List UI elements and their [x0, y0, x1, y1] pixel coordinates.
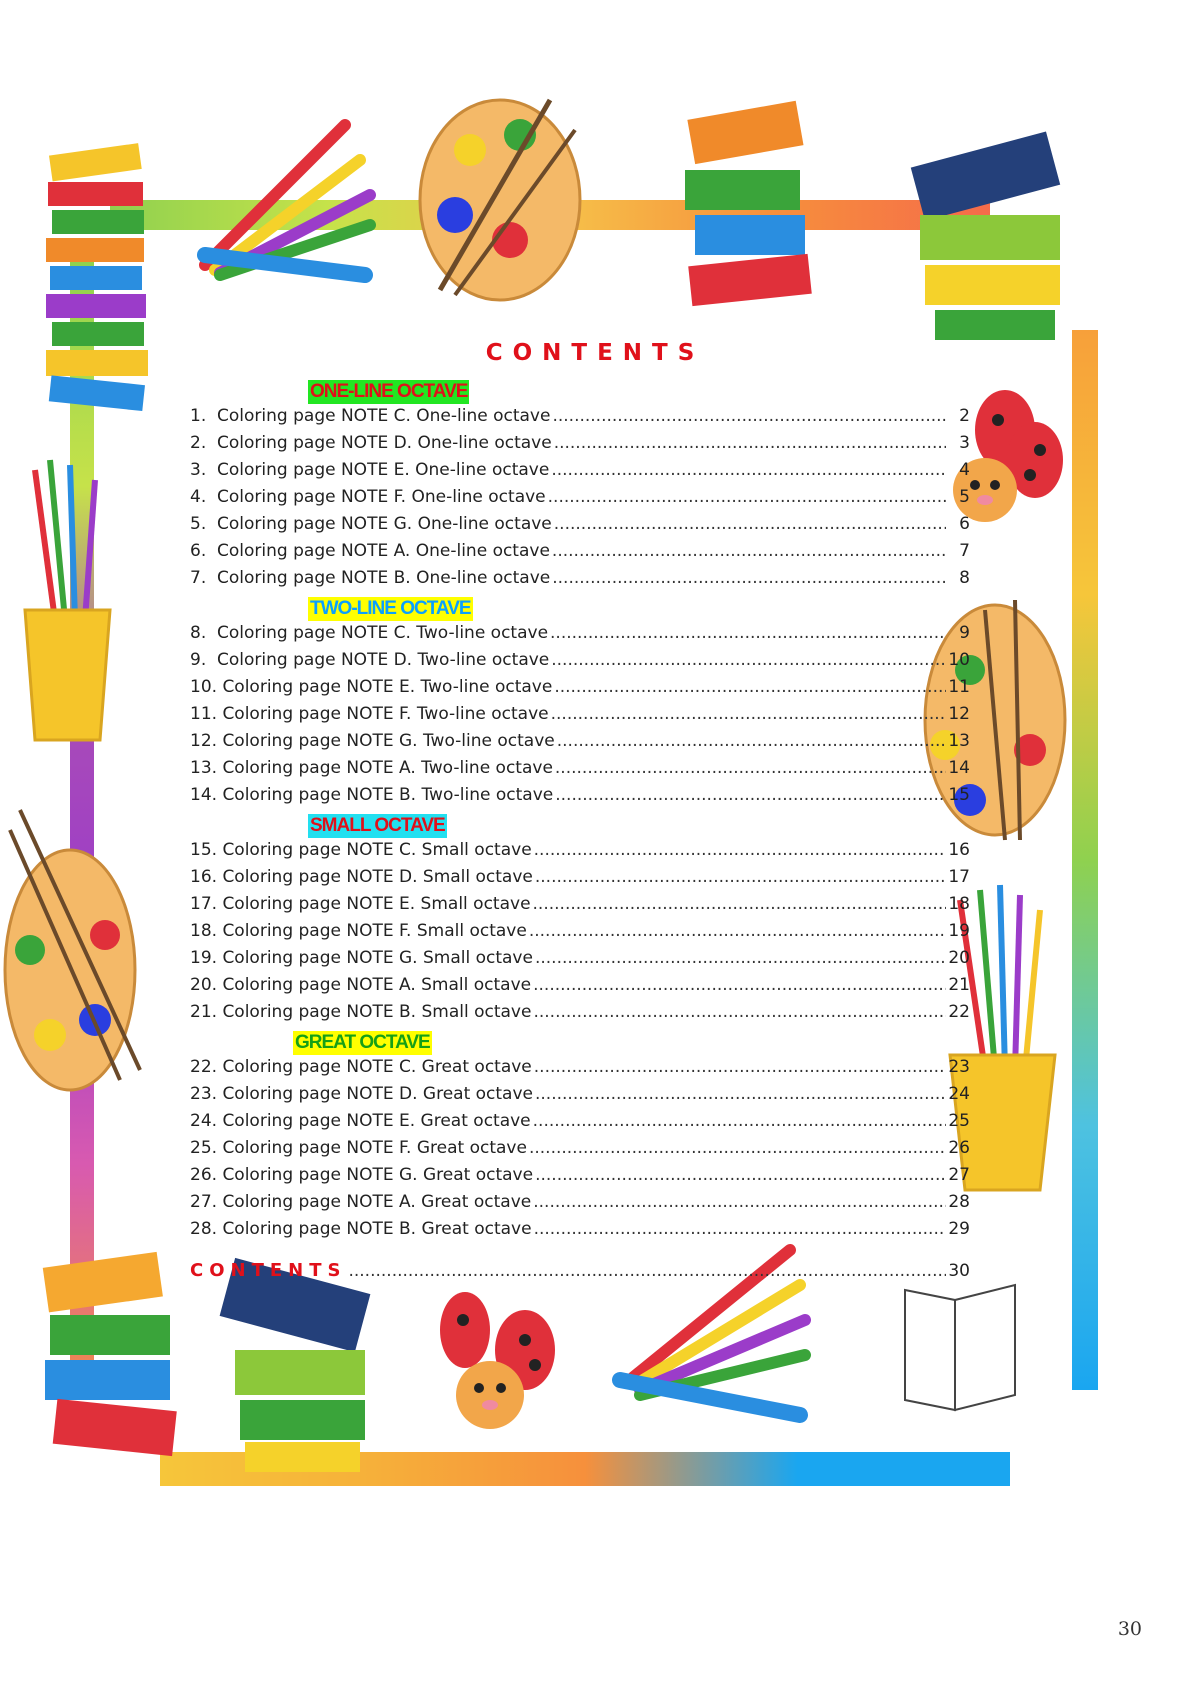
toc-entry-page: 21 — [948, 975, 970, 995]
books-stack-icon — [35, 1245, 185, 1465]
toc-entry-label: 9. Coloring page NOTE D. Two-line octave — [190, 650, 550, 670]
toc-leader-dots — [535, 1084, 946, 1104]
pencil-cup-icon — [15, 450, 125, 750]
toc-entry[interactable] — [190, 623, 970, 650]
toc-leader-dots — [533, 1192, 946, 1212]
toc-entry-label: 28. Coloring page NOTE B. Great octave — [190, 1219, 532, 1239]
toc-entry-label: 20. Coloring page NOTE A. Small octave — [190, 975, 532, 995]
toc-entry-page: 6 — [959, 514, 970, 534]
toc-leader-dots — [534, 840, 946, 860]
toc-entry[interactable] — [190, 948, 970, 975]
toc-leader-dots — [550, 623, 946, 643]
toc-leader-dots — [533, 1111, 946, 1131]
toc-entry-page: 29 — [948, 1219, 970, 1239]
toc-entry-label: 6. Coloring page NOTE A. One-line octave — [190, 541, 550, 561]
toc-entry-label: 16. Coloring page NOTE D. Small octave — [190, 867, 533, 887]
pencils-icon — [185, 115, 385, 295]
books-stack-icon — [670, 100, 820, 310]
section-heading — [190, 812, 970, 840]
toc-leader-dots — [533, 1002, 946, 1022]
toc-leader-dots — [552, 568, 946, 588]
toc-entry-label: CONTENTS — [190, 1260, 347, 1281]
toc-entry-page: 8 — [959, 568, 970, 588]
toc-entry-label: 7. Coloring page NOTE B. One-line octave — [190, 568, 551, 588]
toc-leader-dots — [555, 758, 946, 778]
toc-entry[interactable] — [190, 921, 970, 948]
books-stack-icon — [900, 120, 1070, 350]
toc-entry-label: 25. Coloring page NOTE F. Great octave — [190, 1138, 527, 1158]
toc-entry-label: 26. Coloring page NOTE G. Great octave — [190, 1165, 534, 1185]
section-heading-label: TWO-LINE OCTAVE — [310, 598, 471, 619]
toc-entry-page: 12 — [948, 704, 970, 724]
toc-entry[interactable] — [190, 568, 970, 595]
toc-entry-page: 23 — [948, 1057, 970, 1077]
toc-entry[interactable] — [190, 867, 970, 894]
toc-sections — [190, 378, 970, 1246]
toc-leader-dots — [554, 677, 946, 697]
toc-entry-page: 16 — [948, 840, 970, 860]
toc-leader-dots — [551, 704, 946, 724]
section-heading — [190, 378, 970, 406]
toc-entry-page: 22 — [948, 1002, 970, 1022]
toc-leader-dots — [535, 948, 946, 968]
toc-entry-page: 9 — [959, 623, 970, 643]
toc-entry-page: 17 — [948, 867, 970, 887]
toc-entry-page: 25 — [948, 1111, 970, 1131]
toc-entry-label: 1. Coloring page NOTE C. One-line octave — [190, 406, 551, 426]
toc-leader-dots — [534, 1219, 946, 1239]
toc-entry[interactable] — [190, 514, 970, 541]
toc-entry-page: 15 — [948, 785, 970, 805]
frame-right-bar — [1072, 330, 1098, 1390]
toc-entry-label: 22. Coloring page NOTE C. Great octave — [190, 1057, 532, 1077]
toc-entry-label: 2. Coloring page NOTE D. One-line octave — [190, 433, 552, 453]
toc-entry[interactable] — [190, 894, 970, 921]
toc-leader-dots — [551, 650, 946, 670]
toc-leader-dots — [533, 894, 946, 914]
toc-leader-dots — [554, 433, 946, 453]
toc-entry-page: 18 — [948, 894, 970, 914]
toc-leader-dots — [552, 541, 946, 561]
section-heading — [190, 1029, 970, 1057]
toc-entry[interactable] — [190, 731, 970, 758]
toc-entry[interactable] — [190, 840, 970, 867]
page-number: 30 — [1117, 1618, 1142, 1640]
toc-leader-dots — [534, 1057, 946, 1077]
toc-entry-page: 13 — [948, 731, 970, 751]
toc-leader-dots — [552, 406, 946, 426]
toc-entry[interactable] — [190, 650, 970, 677]
toc-entry-label: 4. Coloring page NOTE F. One-line octave — [190, 487, 546, 507]
toc-entry[interactable] — [190, 1192, 970, 1219]
toc-entry-label: 19. Coloring page NOTE G. Small octave — [190, 948, 533, 968]
toc-entry-page: 30 — [948, 1261, 970, 1281]
toc-entry-page: 3 — [959, 433, 970, 453]
ladybug-icon — [425, 1270, 565, 1470]
toc-entry-page: 10 — [948, 650, 970, 670]
open-book-icon — [895, 1280, 1025, 1420]
toc-entry-page: 28 — [948, 1192, 970, 1212]
toc-entry[interactable] — [190, 1219, 970, 1246]
toc-entry-label: 10. Coloring page NOTE E. Two-line octave — [190, 677, 553, 697]
toc-entry-label: 21. Coloring page NOTE B. Small octave — [190, 1002, 532, 1022]
toc-entry-page: 7 — [959, 541, 970, 561]
toc-leader-dots — [557, 731, 946, 751]
paint-palette-icon — [410, 90, 590, 310]
toc-leader-dots — [535, 1165, 946, 1185]
toc-entry-label: 23. Coloring page NOTE D. Great octave — [190, 1084, 533, 1104]
contents-title: CONTENTS — [485, 340, 705, 366]
table-of-contents — [190, 340, 970, 1287]
toc-entry-label: 5. Coloring page NOTE G. One-line octave — [190, 514, 552, 534]
toc-entry[interactable] — [190, 1084, 970, 1111]
toc-entry[interactable] — [190, 433, 970, 460]
toc-entry[interactable] — [190, 406, 970, 433]
toc-leader-dots — [533, 975, 946, 995]
toc-entry-page: 19 — [948, 921, 970, 941]
toc-entry-label: 12. Coloring page NOTE G. Two-line octave — [190, 731, 555, 751]
toc-entry-label: 8. Coloring page NOTE C. Two-line octave — [190, 623, 549, 643]
section-heading — [190, 595, 970, 623]
toc-entry[interactable] — [190, 758, 970, 785]
toc-leader-dots — [529, 921, 946, 941]
toc-entry[interactable] — [190, 1002, 970, 1029]
toc-entry[interactable] — [190, 1138, 970, 1165]
toc-entry-page: 4 — [959, 460, 970, 480]
toc-entry-label: 24. Coloring page NOTE E. Great octave — [190, 1111, 531, 1131]
toc-entry[interactable] — [190, 704, 970, 731]
section-heading-label: GREAT OCTAVE — [295, 1032, 430, 1053]
toc-entry[interactable] — [190, 1111, 970, 1138]
toc-entry-label: 27. Coloring page NOTE A. Great octave — [190, 1192, 532, 1212]
toc-entry[interactable] — [190, 1165, 970, 1192]
toc-entry-page: 24 — [948, 1084, 970, 1104]
toc-entry[interactable] — [190, 1057, 970, 1084]
section-heading-label: ONE-LINE OCTAVE — [310, 381, 468, 402]
toc-leader-dots — [551, 460, 946, 480]
toc-leader-dots — [529, 1138, 946, 1158]
toc-leader-dots — [535, 867, 946, 887]
toc-entry-label: 14. Coloring page NOTE B. Two-line octave — [190, 785, 554, 805]
toc-entry-page: 26 — [948, 1138, 970, 1158]
toc-entry[interactable] — [190, 460, 970, 487]
toc-entry-page: 5 — [959, 487, 970, 507]
toc-entry-label: 11. Coloring page NOTE F. Two-line octave — [190, 704, 549, 724]
toc-entry-page: 11 — [948, 677, 970, 697]
toc-entry-page: 2 — [959, 406, 970, 426]
toc-leader-dots — [548, 487, 946, 507]
toc-entry-label: 13. Coloring page NOTE A. Two-line octave — [190, 758, 553, 778]
toc-entry[interactable] — [190, 677, 970, 704]
toc-leader-dots — [555, 785, 946, 805]
toc-entry[interactable] — [190, 975, 970, 1002]
toc-entry[interactable] — [190, 487, 970, 514]
toc-entry-label: 18. Coloring page NOTE F. Small octave — [190, 921, 527, 941]
toc-entry-page: 14 — [948, 758, 970, 778]
books-stack-icon — [40, 130, 160, 430]
paint-palette-icon — [0, 800, 150, 1100]
toc-entry[interactable] — [190, 541, 970, 568]
toc-entry-page: 27 — [948, 1165, 970, 1185]
toc-entry-label: 17. Coloring page NOTE E. Small octave — [190, 894, 531, 914]
toc-entry-contents[interactable] — [190, 1260, 970, 1287]
toc-leader-dots — [348, 1261, 946, 1281]
section-heading-label: SMALL OCTAVE — [310, 815, 445, 836]
toc-leader-dots — [554, 514, 946, 534]
toc-entry-page: 20 — [948, 948, 970, 968]
toc-entry-label: 15. Coloring page NOTE C. Small octave — [190, 840, 532, 860]
toc-entry[interactable] — [190, 785, 970, 812]
toc-entry-label: 3. Coloring page NOTE E. One-line octave — [190, 460, 550, 480]
